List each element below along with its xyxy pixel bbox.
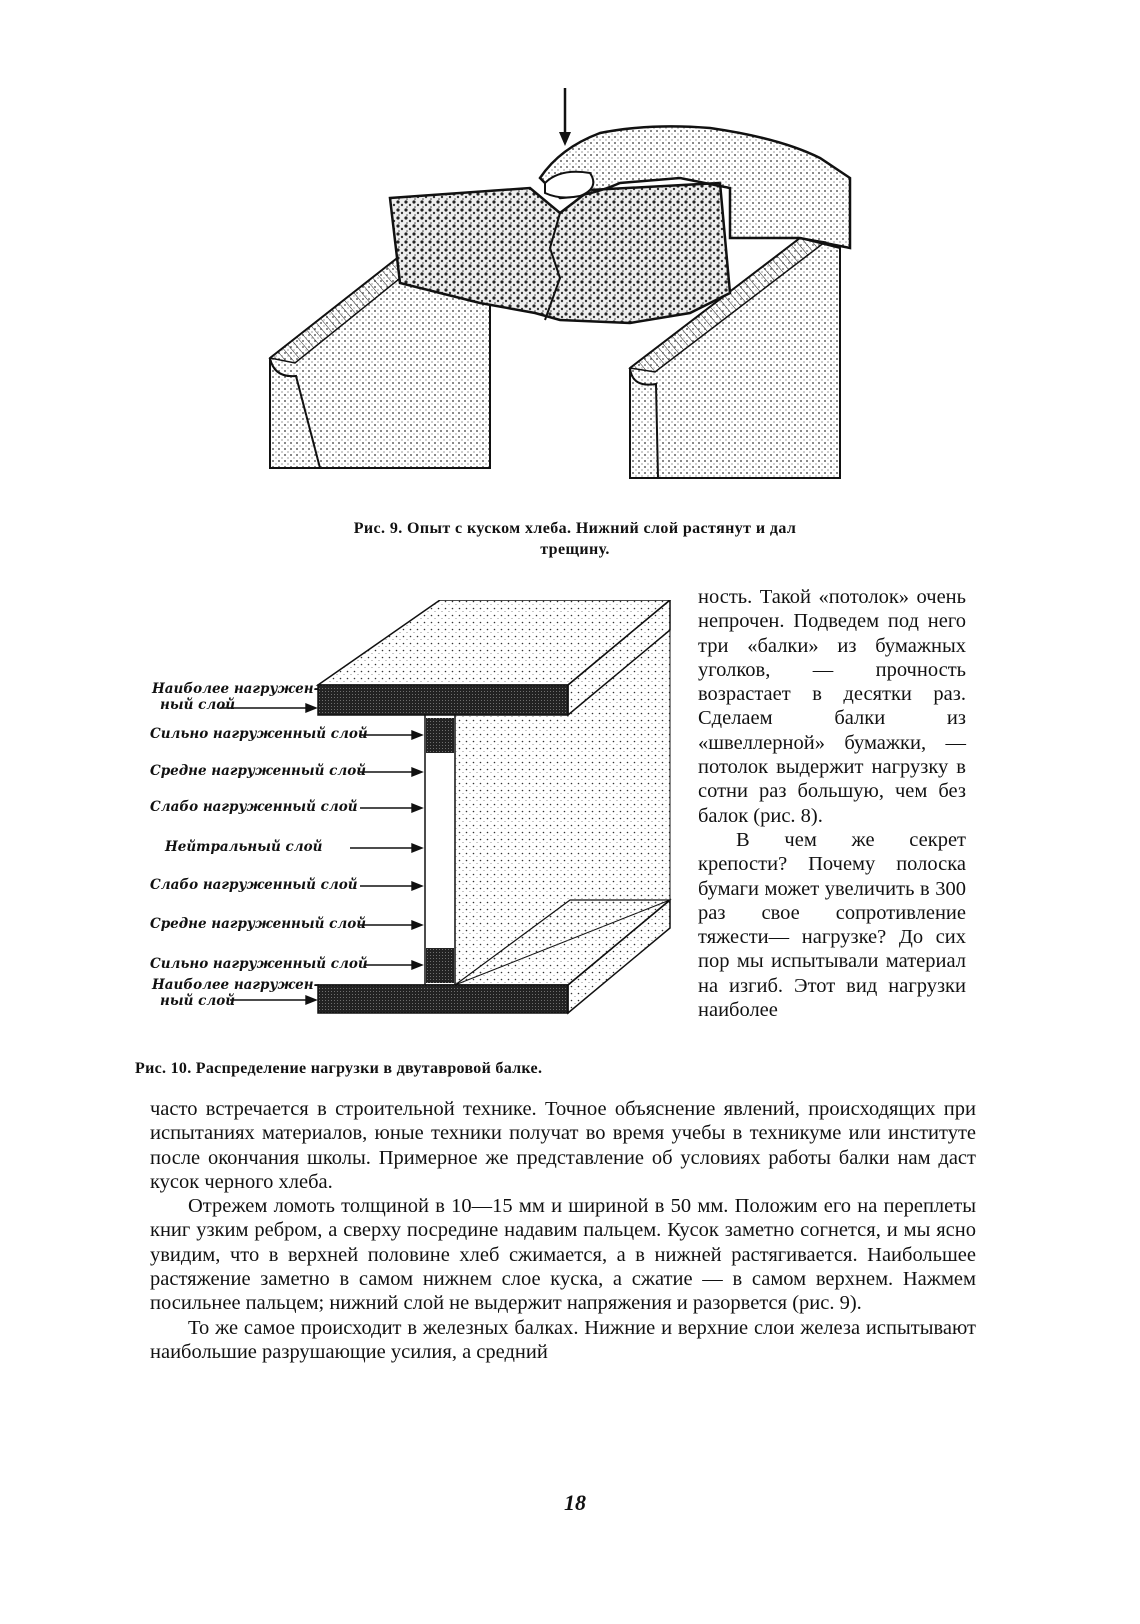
right-column-text <box>698 585 966 1022</box>
label-weak-bottom: Слабо нагруженный слой <box>150 877 358 893</box>
figure-10-caption: Рис. 10. Распределение нагрузки в двутавровой балке. <box>135 1060 543 1077</box>
label-top-outer-1: Наиболее нагружен- <box>152 681 320 697</box>
beam-bottom-flange-front <box>318 985 568 1013</box>
figure-9-illustration <box>260 88 880 508</box>
figure-9-caption-line1: Рис. 9. Опыт с куском хлеба. Нижний слой растянут и дал <box>353 520 797 537</box>
force-arrow <box>559 88 571 146</box>
beam-top-flange-front <box>318 685 568 715</box>
label-neutral: Нейтральный слой <box>165 839 323 855</box>
main-paragraph-1: часто встречается в строительной технике. Точное объяснение явлений, происходящих при испытаниях материалов, юные техники получат во время учебы в техникуме или институте после окончания школы. Примерное же представление об условиях работы балки нам даст кусок черного хлеба. <box>150 1098 976 1193</box>
label-bottom-outer-1: Наиболее нагружен- <box>152 977 320 993</box>
main-paragraph-3: То же самое происходит в железных балках. Нижние и верхние слои железа испытывают наибольшие разрушающие усилия, а средний <box>150 1316 976 1363</box>
column-paragraph-1: ность. Такой «потолок» очень непрочен. Подведем под него три «балки» из бумажных уголков, — прочность возрастает в десятки раз. Сделаем балки из «швеллерной» бумажки, — потолок выдержит нагрузку в сотни раз большую, чем без балок (рис. 8). <box>698 586 966 827</box>
web-strong-top <box>426 718 454 753</box>
label-top-outer-2: ный слой <box>160 697 236 713</box>
label-strong-bottom: Сильно нагруженный слой <box>150 956 368 972</box>
label-weak-top: Слабо нагруженный слой <box>150 799 358 815</box>
label-strong-top: Сильно нагруженный слой <box>150 726 368 742</box>
label-medium-bottom: Средне нагруженный слой <box>150 916 367 932</box>
beam-web-front <box>425 715 455 985</box>
label-medium-top: Средне нагруженный слой <box>150 763 367 779</box>
web-strong-bottom <box>426 948 454 983</box>
figure-9-caption-line2: трещину. <box>540 541 610 558</box>
main-text <box>150 1097 976 1364</box>
column-paragraph-2: В чем же секрет крепости? Почему полоска бумаги может увеличить в 300 раз свое сопротивление тяжести— нагрузке? До сих пор мы испытывали материал на изгиб. Этот вид нагрузки наиболее <box>698 828 966 1022</box>
label-bottom-outer-2: ный слой <box>160 993 236 1009</box>
page-number: 18 <box>564 1490 586 1515</box>
main-paragraph-2: Отрежем ломоть толщиной в 10—15 мм и шириной в 50 мм. Положим его на переплеты книг узким ребром, а сверху посредине надавим пальцем. Кусок заметно согнется, и мы ясно увидим, что в верхней половине хлеб сжимается, а в нижней растягивается. Наибольшее растяжение заметно в самом нижнем слое куска, а сжатие — в самом верхнем. Нажмем посильнее пальцем; нижний слой не выдержит напряжения и разорвется (рис. 9). <box>150 1195 976 1315</box>
figure-9-caption <box>255 518 895 560</box>
